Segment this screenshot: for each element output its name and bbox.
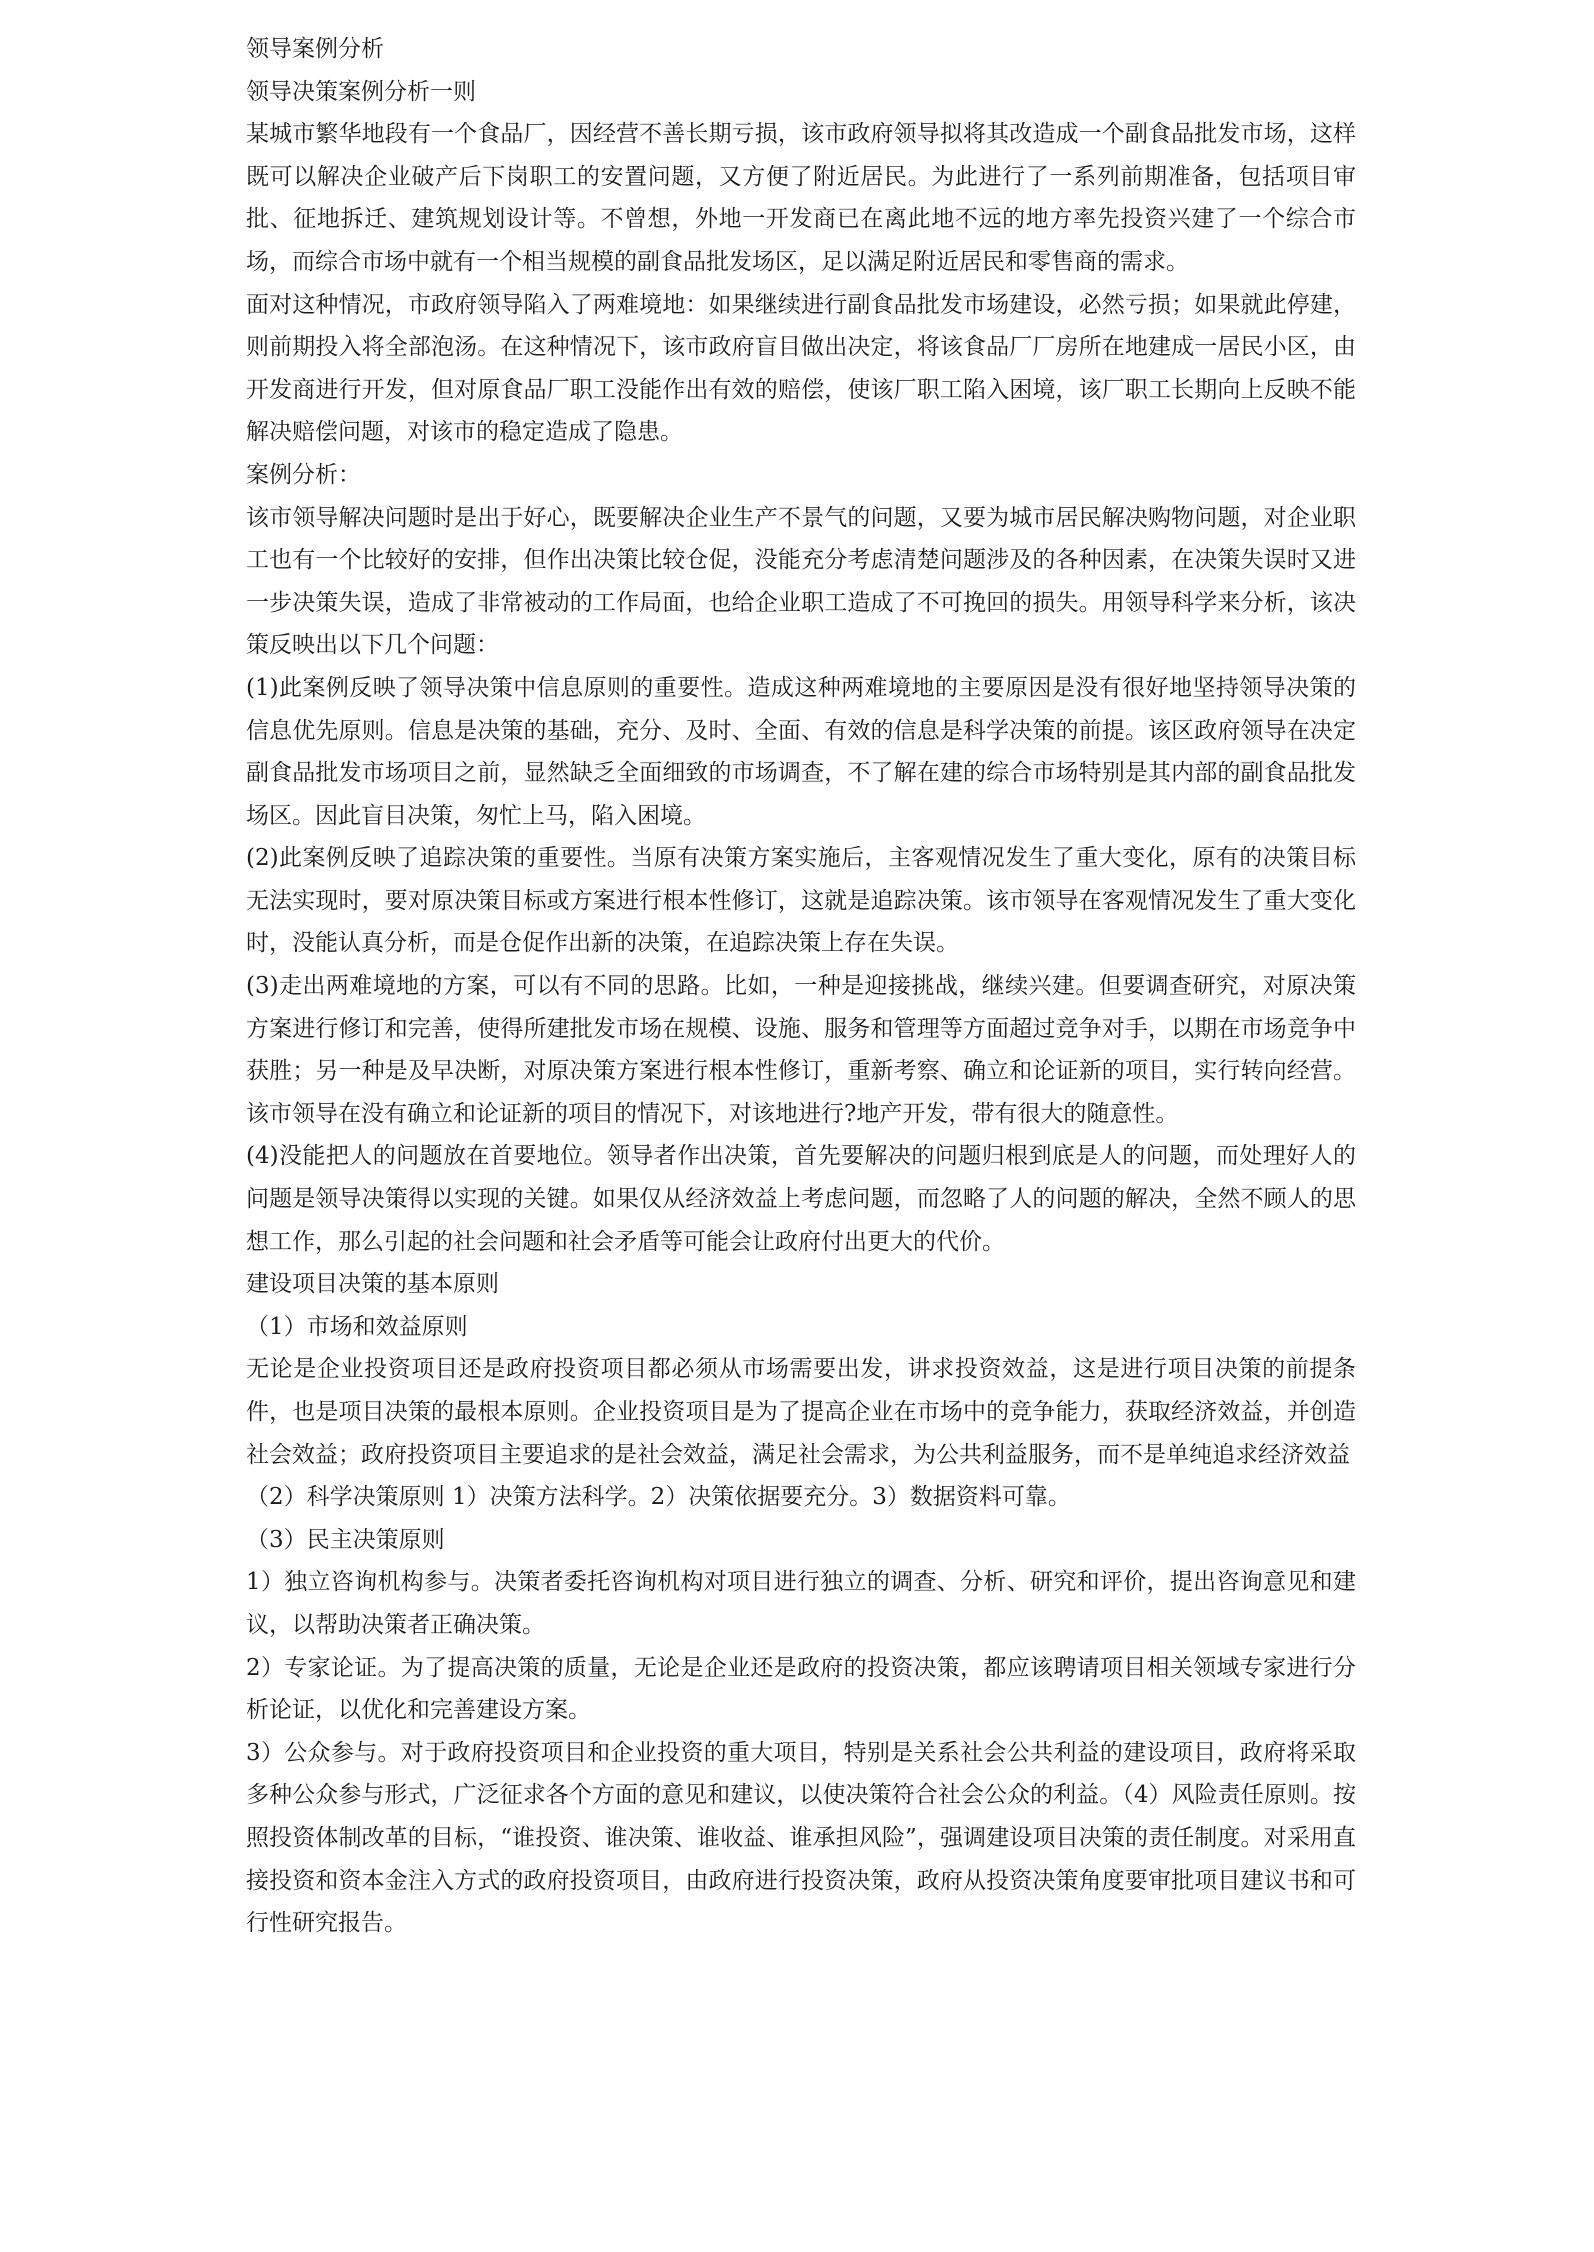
paragraph-analysis-intro: 该市领导解决问题时是出于好心，既要解决企业生产不景气的问题，又要为城市居民解决购物问题，对企业职工也有一个比较好的安排，但作出决策比较仓促，没能充分考虑清楚问题涉及的各种因素，在决策失误时又进一步决策失误，造成了非常被动的工作局面，也给企业职工造成了不可挽回的损失。用领导科学来分析，该决策反映出以下几个问题： [246, 504, 1356, 659]
paragraph-market-principle: 无论是企业投资项目还是政府投资项目都必须从市场需要出发，讲求投资效益，这是进行项目决策的前提条件，也是项目决策的最根本原则。企业投资项目是为了提高企业在市场中的竞争能力，获取经济效益，并创造社会效益；政府投资项目主要追求的是社会效益，满足社会需求，为公共利益服务，而不是单纯追求经济效益 [246, 1356, 1356, 1468]
document-title: 领导案例分析 [246, 36, 384, 62]
principle-heading-market: （1）市场和效益原则 [246, 1313, 468, 1340]
section-heading-case-analysis: 案例分析： [246, 461, 361, 488]
paragraph-expert-review: 2）专家论证。为了提高决策的质量，无论是企业还是政府的投资决策，都应该聘请项目相关领域专家进行分析论证，以优化和完善建设方案。 [246, 1654, 1356, 1724]
paragraph-case-background: 某城市繁华地段有一个食品厂，因经营不善长期亏损，该市政府领导拟将其改造成一个副食品批发市场，这样既可以解决企业破产后下岗职工的安置问题，又方便了附近居民。为此进行了一系列前期准备，包括项目审批、征地拆迁、建筑规划设计等。不曾想，外地一开发商已在离此地不远的地方率先投资兴建了一个综合市场，而综合市场中就有一个相当规模的副食品批发场区，足以满足附近居民和零售商的需求。 [246, 121, 1356, 275]
document-page [246, 28, 1356, 1945]
paragraph-consulting: 1）独立咨询机构参与。决策者委托咨询机构对项目进行独立的调查、分析、研究和评价，提出咨询意见和建议，以帮助决策者正确决策。 [246, 1569, 1356, 1638]
principle-heading-democratic: （3）民主决策原则 [246, 1526, 445, 1553]
document-subtitle: 领导决策案例分析一则 [246, 78, 476, 105]
paragraph-point-3: (3)走出两难境地的方案，可以有不同的思路。比如，一种是迎接挑战，继续兴建。但要调查研究，对原决策方案进行修订和完善，使得所建批发市场在规模、设施、服务和管理等方面超过竞争对手，以期在市场竞争中获胜；另一种是及早决断，对原决策方案进行根本性修订，重新考察、确立和论证新的项目，实行转向经营。该市领导在没有确立和论证新的项目的情况下，对该地进行?地产开发，带有很大的随意性。 [246, 973, 1356, 1127]
paragraph-point-2: (2)此案例反映了追踪决策的重要性。当原有决策方案实施后，主客观情况发生了重大变化，原有的决策目标无法实现时，要对原决策目标或方案进行根本性修订，这就是追踪决策。该市领导在客观情况发生了重大变化时，没能认真分析，而是仓促作出新的决策，在追踪决策上存在失误。 [246, 845, 1356, 957]
paragraph-public-participation: 3）公众参与。对于政府投资项目和企业投资的重大项目，特别是关系社会公共利益的建设项目，政府将采取多种公众参与形式，广泛征求各个方面的意见和建议，以使决策符合社会公众的利益。（4）风险责任原则。按照投资体制改革的目标，“谁投资、谁决策、谁收益、谁承担风险”，强调建设项目决策的责任制度。对采用直接投资和资本金注入方式的政府投资项目，由政府进行投资决策，政府从投资决策角度要审批项目建议书和可行性研究报告。 [246, 1739, 1356, 1937]
paragraph-point-4: (4)没能把人的问题放在首要地位。领导者作出决策，首先要解决的问题归根到底是人的问题，而处理好人的问题是领导决策得以实现的关键。如果仅从经济效益上考虑问题，而忽略了人的问题的解决，全然不顾人的思想工作，那么引起的社会问题和社会矛盾等可能会让政府付出更大的代价。 [246, 1143, 1356, 1255]
paragraph-dilemma: 面对这种情况，市政府领导陷入了两难境地：如果继续进行副食品批发市场建设，必然亏损；如果就此停建，则前期投入将全部泡汤。在这种情况下，该市政府盲目做出决定，将该食品厂厂房所在地建成一居民小区，由开发商进行开发，但对原食品厂职工没能作出有效的赔偿，使该厂职工陷入困境，该厂职工长期向上反映不能解决赔偿问题，对该市的稳定造成了隐患。 [246, 291, 1356, 446]
section-heading-principles: 建设项目决策的基本原则 [246, 1271, 499, 1298]
principle-heading-scientific: （2）科学决策原则 1）决策方法科学。2）决策依据要充分。3）数据资料可靠。 [246, 1484, 1071, 1511]
paragraph-point-1: (1)此案例反映了领导决策中信息原则的重要性。造成这种两难境地的主要原因是没有很好地坚持领导决策的信息优先原则。信息是决策的基础，充分、及时、全面、有效的信息是科学决策的前提。该区政府领导在决定副食品批发市场项目之前，显然缺乏全面细致的市场调查，不了解在建的综合市场特别是其内部的副食品批发场区。因此盲目决策，匆忙上马，陷入困境。 [246, 674, 1356, 829]
